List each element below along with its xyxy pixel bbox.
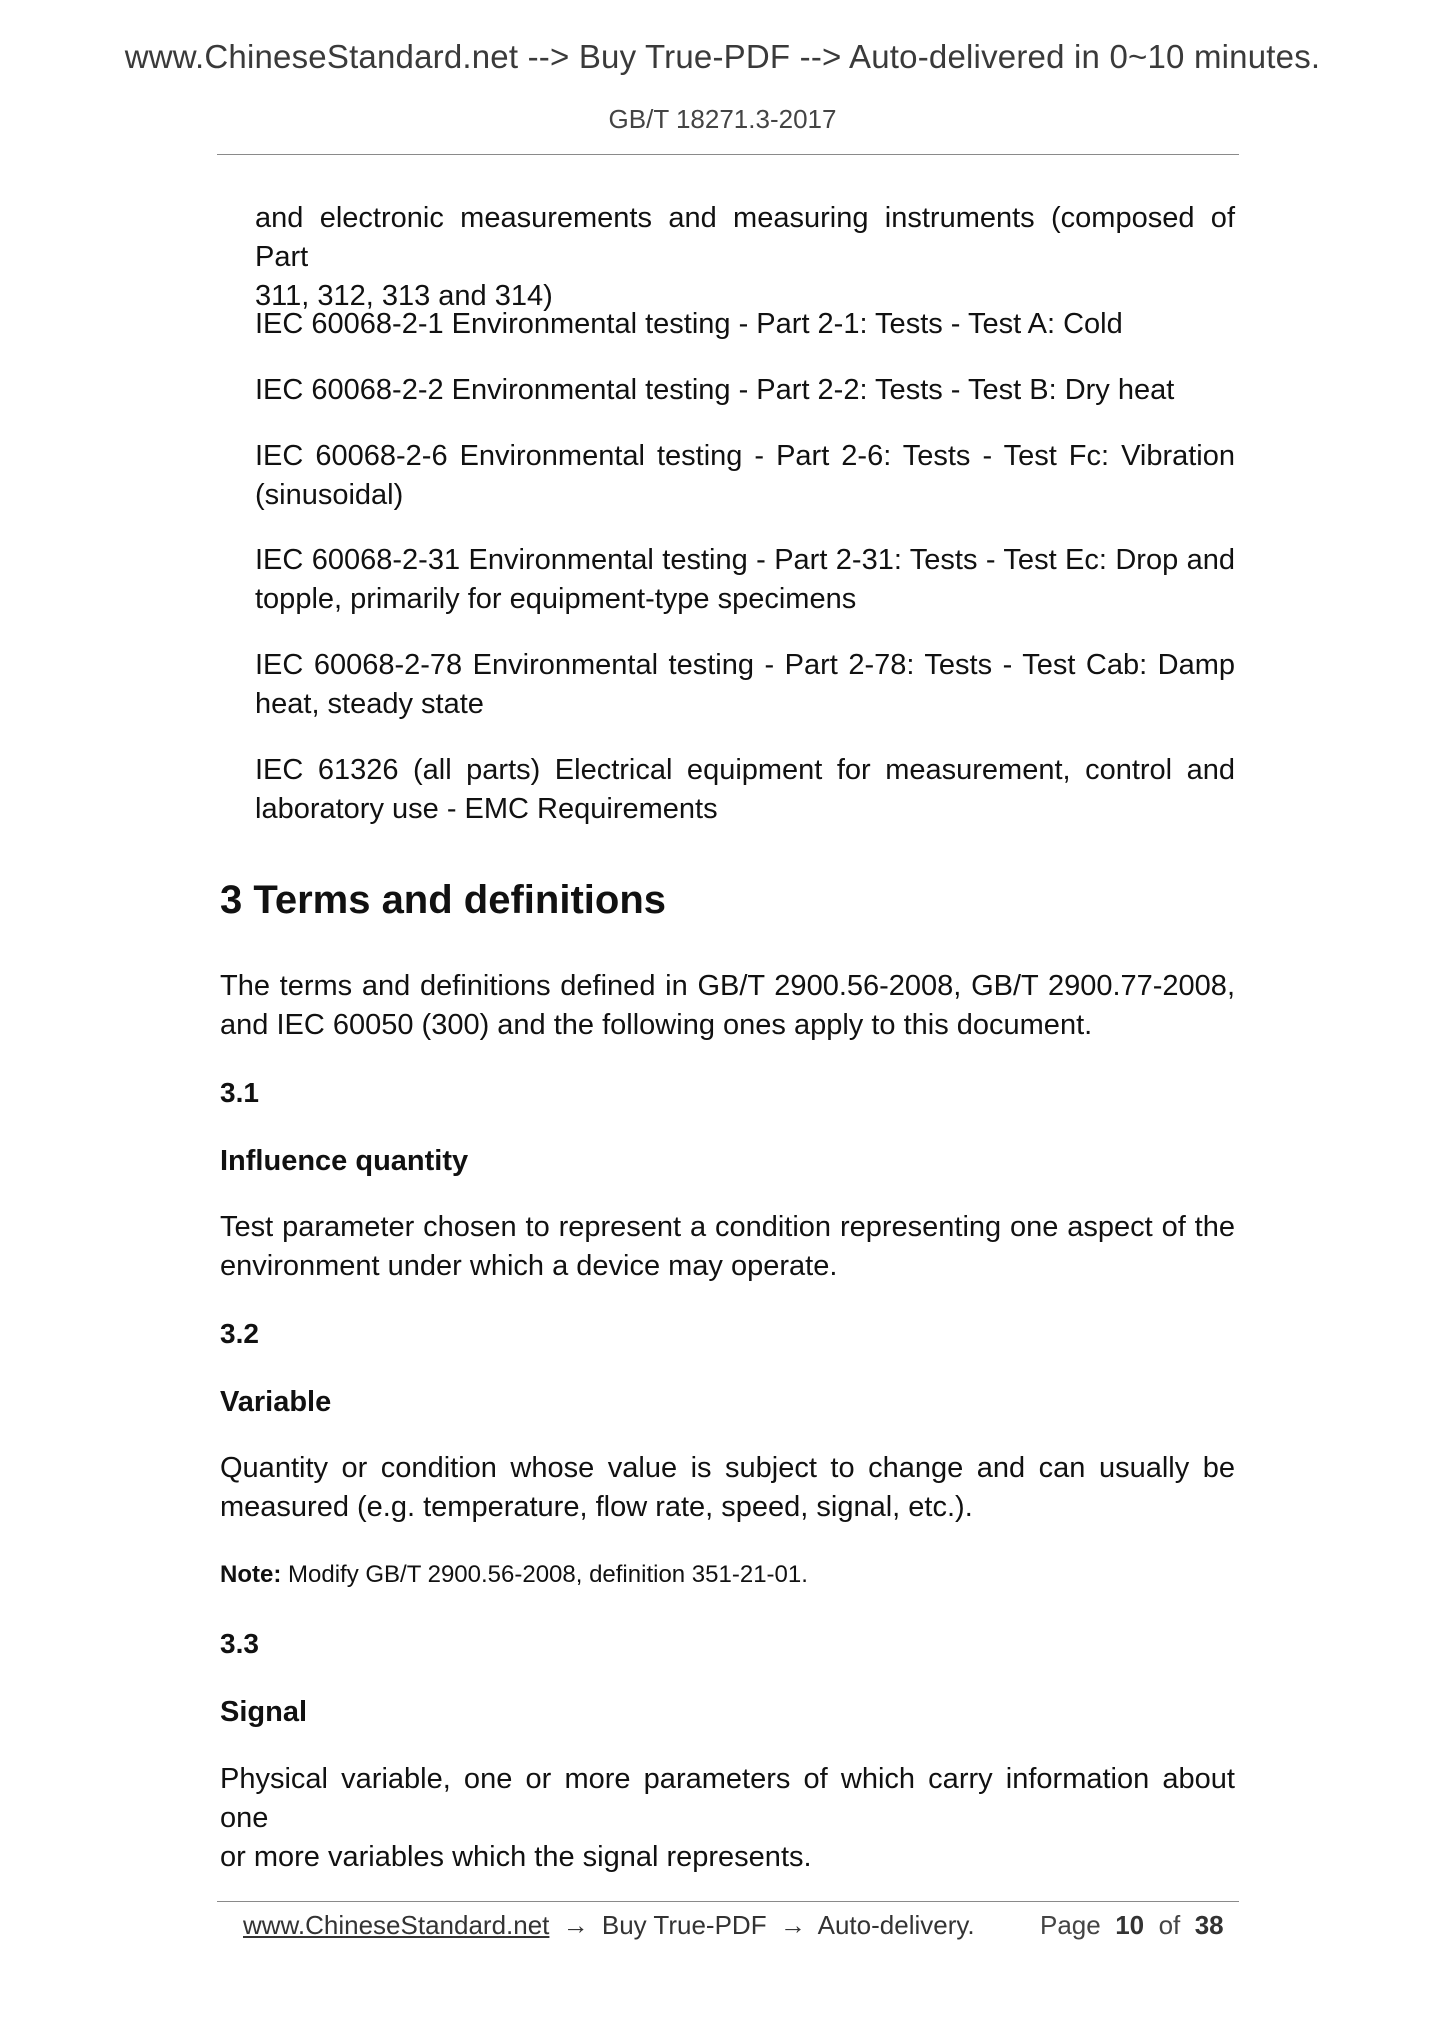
page-current: 10 <box>1115 1910 1145 1940</box>
reference-item: IEC 60068-2-6 Environmental testing - Part 2-6: Tests - Test Fc: Vibration (sinusoidal) <box>255 440 1235 511</box>
page-label: Page <box>1040 1910 1101 1940</box>
arrow-right-icon: → <box>562 1910 589 1940</box>
reference-item: and electronic measurements and measuring instruments (composed of Part 311, 312, 313 and 314) <box>255 202 1235 312</box>
section-heading: 3 Terms and definitions <box>220 878 666 922</box>
reference-item: IEC 60068-2-1 Environmental testing - Part 2-1: Tests - Test A: Cold <box>255 308 1123 340</box>
term-number: 3.3 <box>220 1628 259 1659</box>
arrow-right-icon: → <box>779 1910 806 1940</box>
term-name: Influence quantity <box>220 1145 469 1177</box>
term-definition: Test parameter chosen to represent a condition representing one aspect of the environment under which a device may operate. <box>220 1211 1235 1282</box>
note <box>220 1561 808 1589</box>
footer-promo <box>243 1910 975 1941</box>
page-of-label: of <box>1158 1910 1181 1940</box>
reference-item: IEC 60068-2-2 Environmental testing - Part 2-2: Tests - Test B: Dry heat <box>255 374 1175 406</box>
footer-divider <box>217 1901 1239 1902</box>
standard-code: GB/T 18271.3-2017 <box>608 104 837 134</box>
footer-site-link[interactable]: www.ChineseStandard.net <box>243 1910 550 1940</box>
footer-delivery-text: Auto-delivery. <box>817 1910 975 1940</box>
site-banner: www.ChineseStandard.net --> Buy True-PDF --> Auto-delivered in 0~10 minutes. <box>124 38 1321 75</box>
note-text: Modify GB/T 2900.56-2008, definition 351-21-01. <box>288 1561 808 1588</box>
reference-item: IEC 60068-2-78 Environmental testing - Part 2-78: Tests - Test Cab: Damp heat, steady state <box>255 649 1235 720</box>
term-definition: Quantity or condition whose value is subject to change and can usually be measured (e.g. temperature, flow rate, speed, signal, etc.). <box>220 1452 1235 1523</box>
term-name: Variable <box>220 1386 332 1418</box>
term-definition: Physical variable, one or more parameters of which carry information about one or more variables which the signal represents. <box>220 1763 1235 1873</box>
header-divider <box>217 154 1239 155</box>
note-label: Note: <box>220 1561 282 1588</box>
reference-item: IEC 61326 (all parts) Electrical equipment for measurement, control and laboratory use - EMC Requirements <box>255 754 1235 825</box>
section-intro: The terms and definitions defined in GB/T 2900.56-2008, GB/T 2900.77-2008, and IEC 60050 (300) and the following ones apply to this document. <box>220 970 1235 1041</box>
term-number: 3.2 <box>220 1318 259 1349</box>
page-total: 38 <box>1194 1910 1224 1940</box>
page-indicator <box>1040 1910 1224 1941</box>
footer-buy-text: Buy True-PDF <box>601 1910 767 1940</box>
term-name: Signal <box>220 1696 308 1728</box>
reference-item: IEC 60068-2-31 Environmental testing - Part 2-31: Tests - Test Ec: Drop and topple, primarily for equipment-type specimens <box>255 544 1235 615</box>
term-number: 3.1 <box>220 1077 259 1108</box>
